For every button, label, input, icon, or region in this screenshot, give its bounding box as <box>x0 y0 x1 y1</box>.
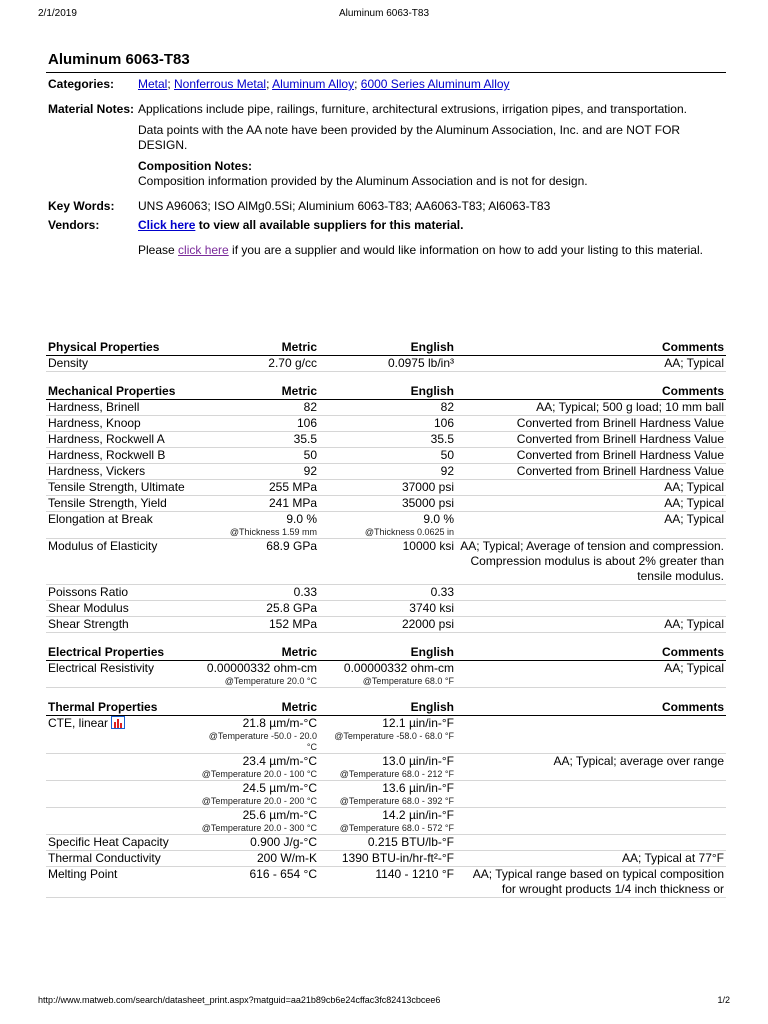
english-value-text: 9.0 % <box>423 512 454 526</box>
property-name <box>46 617 196 633</box>
section-spacer <box>46 372 726 385</box>
property-name-text: Shear Modulus <box>48 601 129 615</box>
property-comments: Converted from Brinell Hardness Value <box>456 416 726 432</box>
metric-value-text: 106 <box>296 416 317 430</box>
english-value-text: 1390 BTU-in/hr-ft²-°F <box>341 851 454 865</box>
property-metric-value <box>196 400 319 416</box>
comments-column-header: Comments <box>456 700 726 716</box>
metric-value-text: 92 <box>303 464 317 478</box>
metric-column-header: Metric <box>196 340 319 356</box>
property-comments <box>456 808 726 835</box>
english-condition: @Temperature -58.0 - 68.0 °F <box>334 731 454 741</box>
property-name <box>46 661 196 688</box>
notes-paragraph-2: Data points with the AA note have been provided by the Aluminum Association, Inc. and are NOT FOR DESIGN. <box>138 123 681 152</box>
english-condition: @Temperature 68.0 - 572 °F <box>339 823 454 833</box>
property-metric-value <box>196 754 319 781</box>
english-value-text: 0.33 <box>430 585 454 599</box>
metric-value-text: 241 MPa <box>268 496 317 510</box>
metric-value-text: 2.70 g/cc <box>268 356 317 370</box>
property-name-text: Hardness, Vickers <box>48 464 146 478</box>
metric-value-text: 23.4 µm/m-°C <box>242 754 317 768</box>
property-name <box>46 867 196 898</box>
metric-value-text: 25.8 GPa <box>266 601 317 615</box>
categories-label: Categories: <box>48 77 115 91</box>
property-english-value <box>319 867 456 898</box>
property-row <box>46 400 726 416</box>
print-date: 2/1/2019 <box>38 8 77 19</box>
physical-section-header <box>46 340 726 356</box>
metric-value-text: 616 - 654 °C <box>249 867 317 881</box>
vendors-label: Vendors: <box>48 218 100 232</box>
property-name <box>46 464 196 480</box>
property-row <box>46 448 726 464</box>
english-condition: @Temperature 68.0 - 392 °F <box>339 796 454 806</box>
physical-section-title: Physical Properties <box>46 340 196 356</box>
property-row <box>46 512 726 539</box>
property-name-text: Poissons Ratio <box>48 585 129 599</box>
metric-condition: @Temperature 20.0 - 100 °C <box>201 769 317 779</box>
category-link-nonferrous[interactable]: Nonferrous Metal <box>174 77 267 91</box>
metric-column-header: Metric <box>196 384 319 400</box>
property-metric-value <box>196 835 319 851</box>
categories-links: Metal; Nonferrous Metal; Aluminum Alloy; 6000 Series Aluminum Alloy <box>138 77 510 91</box>
property-row <box>46 661 726 688</box>
comments-column-header: Comments <box>456 340 726 356</box>
electrical-section-title: Electrical Properties <box>46 645 196 661</box>
property-comments: AA; Typical <box>456 512 726 539</box>
english-value-text: 1140 - 1210 °F <box>375 867 454 881</box>
property-metric-value <box>196 432 319 448</box>
property-name <box>46 781 196 808</box>
properties-table <box>46 340 726 898</box>
print-header <box>38 8 730 22</box>
vendors-text: to view all available suppliers for this material. <box>195 218 464 232</box>
property-name-text: CTE, linear <box>48 716 109 730</box>
property-name <box>46 835 196 851</box>
property-metric-value <box>196 661 319 688</box>
metric-value-text: 200 W/m-K <box>256 851 317 865</box>
english-value-text: 0.00000332 ohm-cm <box>343 661 454 675</box>
property-english-value <box>319 808 456 835</box>
mechanical-section-header <box>46 384 726 400</box>
english-value-text: 22000 psi <box>401 617 454 631</box>
property-name-text: Hardness, Brinell <box>48 400 140 414</box>
notes-paragraph-1: Applications include pipe, railings, furniture, architectural extrusions, irrigation pipes, and transportation. <box>138 102 687 116</box>
page-title: Aluminum 6063-T83 <box>46 50 726 73</box>
property-english-value <box>319 585 456 601</box>
metric-value-text: 50 <box>303 448 317 462</box>
property-row <box>46 432 726 448</box>
property-english-value <box>319 661 456 688</box>
property-metric-value <box>196 716 319 754</box>
metric-value-text: 0.00000332 ohm-cm <box>206 661 317 675</box>
property-name-text: Specific Heat Capacity <box>48 835 169 849</box>
property-name <box>46 400 196 416</box>
supplier-note: Please click here if you are a supplier and would like information on how to add your listing to this material. <box>138 243 703 257</box>
property-comments <box>456 585 726 601</box>
category-link-aluminum-alloy[interactable]: Aluminum Alloy <box>272 77 355 91</box>
property-comments: AA; Typical <box>456 661 726 688</box>
metric-column-header: Metric <box>196 700 319 716</box>
property-english-value <box>319 781 456 808</box>
english-column-header: English <box>319 700 456 716</box>
metric-value-text: 152 MPa <box>268 617 317 631</box>
property-name <box>46 356 196 372</box>
property-metric-value <box>196 585 319 601</box>
property-english-value <box>319 464 456 480</box>
property-row <box>46 851 726 867</box>
property-english-value <box>319 480 456 496</box>
property-name <box>46 512 196 539</box>
property-english-value <box>319 539 456 585</box>
property-metric-value <box>196 512 319 539</box>
property-english-value <box>319 851 456 867</box>
property-name-text: Melting Point <box>48 867 118 881</box>
metric-value-text: 25.6 µm/m-°C <box>242 808 317 822</box>
property-row <box>46 601 726 617</box>
english-condition: @Thickness 0.0625 in <box>364 527 454 537</box>
property-row <box>46 716 726 754</box>
property-comments: AA; Typical <box>456 356 726 372</box>
composition-notes-text: Composition information provided by the Aluminum Association and is not for design. <box>138 174 588 188</box>
english-column-header: English <box>319 340 456 356</box>
metric-value-text: 21.8 µm/m-°C <box>242 716 317 730</box>
english-value-text: 14.2 µin/in-°F <box>382 808 454 822</box>
property-comments <box>456 601 726 617</box>
property-row <box>46 867 726 898</box>
keywords: UNS A96063; ISO AlMg0.5Si; Aluminium 6063-T83; AA6063-T83; Al6063-T83 <box>138 199 551 213</box>
property-name-text: Thermal Conductivity <box>48 851 161 865</box>
english-condition: @Temperature 68.0 °F <box>362 676 454 686</box>
property-name-text: Electrical Resistivity <box>48 661 155 675</box>
mechanical-section-title: Mechanical Properties <box>46 384 196 400</box>
property-name-text: Elongation at Break <box>48 512 153 526</box>
vendors-link[interactable]: Click here <box>138 218 196 232</box>
property-name <box>46 585 196 601</box>
property-english-value <box>319 617 456 633</box>
section-spacer <box>46 633 726 646</box>
metric-value-text: 0.33 <box>293 585 317 599</box>
category-link-metal[interactable]: Metal <box>138 77 168 91</box>
english-value-text: 13.0 µin/in-°F <box>382 754 454 768</box>
comments-column-header: Comments <box>456 645 726 661</box>
property-name <box>46 754 196 781</box>
property-comments: AA; Typical range based on typical composition for wrought products 1/4 inch thickness or <box>456 867 726 898</box>
property-row <box>46 808 726 835</box>
property-metric-value <box>196 448 319 464</box>
property-row <box>46 416 726 432</box>
comments-column-header: Comments <box>456 384 726 400</box>
property-english-value <box>319 432 456 448</box>
property-row <box>46 781 726 808</box>
metric-value-text: 0.900 J/g-°C <box>250 835 317 849</box>
property-name-text: Modulus of Elasticity <box>48 539 158 553</box>
english-value-text: 37000 psi <box>401 480 454 494</box>
property-row <box>46 464 726 480</box>
property-name-text: Hardness, Rockwell A <box>48 432 165 446</box>
property-name <box>46 416 196 432</box>
property-english-value <box>319 400 456 416</box>
property-metric-value <box>196 464 319 480</box>
english-value-text: 0.0975 lb/in³ <box>387 356 454 370</box>
chart-icon[interactable] <box>111 716 125 733</box>
property-comments: AA; Typical at 77°F <box>456 851 726 867</box>
metric-value-text: 68.9 GPa <box>266 539 317 553</box>
metric-condition: @Temperature 20.0 - 300 °C <box>201 823 317 833</box>
property-metric-value <box>196 781 319 808</box>
metric-condition: @Temperature 20.0 °C <box>224 676 317 686</box>
property-name-text: Tensile Strength, Ultimate <box>48 480 185 494</box>
property-metric-value <box>196 601 319 617</box>
section-spacer <box>46 688 726 701</box>
property-comments: AA; Typical <box>456 480 726 496</box>
english-column-header: English <box>319 384 456 400</box>
metric-condition: @Temperature -50.0 - 20.0 °C <box>208 731 317 752</box>
electrical-section-header <box>46 645 726 661</box>
material-notes <box>138 102 726 189</box>
property-comments <box>456 716 726 754</box>
thermal-section-title: Thermal Properties <box>46 700 196 716</box>
property-row <box>46 356 726 372</box>
property-name <box>46 432 196 448</box>
print-footer <box>38 995 730 1009</box>
page-number: 1/2 <box>717 995 730 1005</box>
property-row <box>46 585 726 601</box>
category-link-6000-series[interactable]: 6000 Series Aluminum Alloy <box>360 77 510 91</box>
property-name-text: Hardness, Rockwell B <box>48 448 166 462</box>
keywords-label: Key Words: <box>48 199 115 213</box>
property-row <box>46 480 726 496</box>
property-name <box>46 808 196 835</box>
english-condition: @Temperature 68.0 - 212 °F <box>339 769 454 779</box>
property-row <box>46 835 726 851</box>
property-comments: AA; Typical; average over range <box>456 754 726 781</box>
property-name <box>46 601 196 617</box>
metric-condition: @Thickness 1.59 mm <box>229 527 317 537</box>
property-english-value <box>319 716 456 754</box>
english-value-text: 35.5 <box>430 432 454 446</box>
english-value-text: 82 <box>440 400 454 414</box>
property-comments <box>456 781 726 808</box>
print-title: Aluminum 6063-T83 <box>338 8 430 19</box>
property-english-value <box>319 496 456 512</box>
english-column-header: English <box>319 645 456 661</box>
vendors <box>138 214 726 258</box>
property-metric-value <box>196 808 319 835</box>
property-metric-value <box>196 496 319 512</box>
english-value-text: 106 <box>433 416 454 430</box>
datasheet <box>46 50 726 258</box>
english-value-text: 12.1 µin/in-°F <box>382 716 454 730</box>
property-english-value <box>319 754 456 781</box>
metric-value-text: 82 <box>303 400 317 414</box>
property-name <box>46 851 196 867</box>
property-name-text: Tensile Strength, Yield <box>48 496 167 510</box>
footer-url: http://www.matweb.com/search/datasheet_print.aspx?matguid=aa21b89cb6e24cffac3fc82413cbcee6 <box>38 995 441 1005</box>
property-name <box>46 539 196 585</box>
property-row <box>46 539 726 585</box>
property-row <box>46 496 726 512</box>
metric-column-header: Metric <box>196 645 319 661</box>
english-value-text: 35000 psi <box>401 496 454 510</box>
metric-value-text: 35.5 <box>293 432 317 446</box>
english-value-text: 13.6 µin/in-°F <box>382 781 454 795</box>
property-comments: AA; Typical; 500 g load; 10 mm ball <box>456 400 726 416</box>
thermal-section-header <box>46 700 726 716</box>
property-comments: Converted from Brinell Hardness Value <box>456 448 726 464</box>
property-name <box>46 716 196 754</box>
english-value-text: 10000 ksi <box>402 539 454 553</box>
property-name-text: Hardness, Knoop <box>48 416 141 430</box>
property-metric-value <box>196 617 319 633</box>
composition-notes-title: Composition Notes: <box>138 159 252 173</box>
property-english-value <box>319 356 456 372</box>
property-metric-value <box>196 416 319 432</box>
property-metric-value <box>196 356 319 372</box>
metric-value-text: 24.5 µm/m-°C <box>242 781 317 795</box>
english-value-text: 0.215 BTU/lb-°F <box>367 835 454 849</box>
property-comments <box>456 835 726 851</box>
property-comments: AA; Typical <box>456 617 726 633</box>
property-english-value <box>319 448 456 464</box>
english-value-text: 3740 ksi <box>409 601 454 615</box>
property-comments: Converted from Brinell Hardness Value <box>456 432 726 448</box>
property-name <box>46 448 196 464</box>
property-english-value <box>319 835 456 851</box>
property-comments: AA; Typical <box>456 496 726 512</box>
property-metric-value <box>196 480 319 496</box>
property-comments: Converted from Brinell Hardness Value <box>456 464 726 480</box>
property-metric-value <box>196 867 319 898</box>
property-name <box>46 496 196 512</box>
material-info <box>46 77 726 258</box>
property-name <box>46 480 196 496</box>
metric-value-text: 9.0 % <box>286 512 317 526</box>
english-value-text: 92 <box>440 464 454 478</box>
material-notes-label: Material Notes: <box>48 102 135 116</box>
property-name-text: Shear Strength <box>48 617 129 631</box>
property-row <box>46 617 726 633</box>
property-row <box>46 754 726 781</box>
metric-value-text: 255 MPa <box>268 480 317 494</box>
property-metric-value <box>196 851 319 867</box>
property-name-text: Density <box>48 356 89 370</box>
property-metric-value <box>196 539 319 585</box>
metric-condition: @Temperature 20.0 - 200 °C <box>201 796 317 806</box>
supplier-link[interactable]: click here <box>178 243 229 257</box>
property-english-value <box>319 512 456 539</box>
property-english-value <box>319 601 456 617</box>
english-value-text: 50 <box>440 448 454 462</box>
property-english-value <box>319 416 456 432</box>
property-comments: AA; Typical; Average of tension and compression. Compression modulus is about 2% greater than tensile modulus. <box>456 539 726 585</box>
